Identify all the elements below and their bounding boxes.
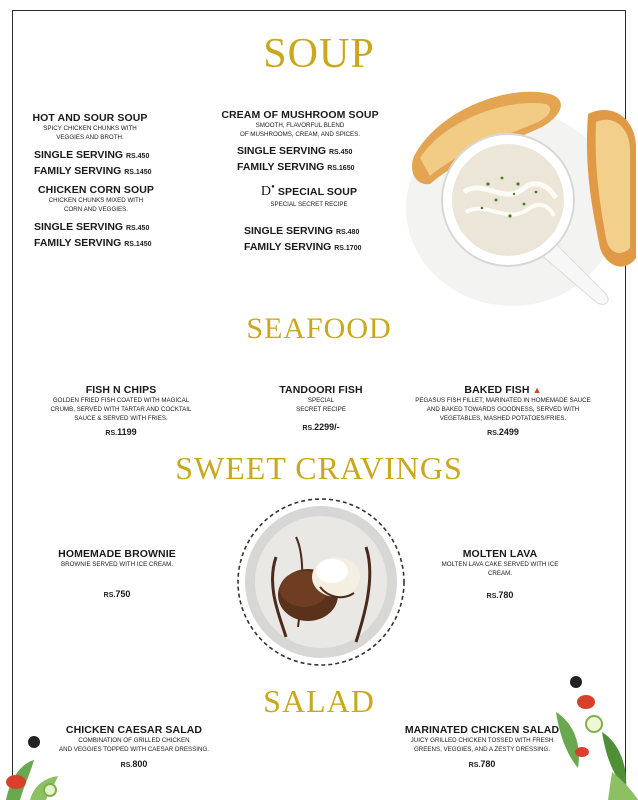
currency-label: RS. xyxy=(302,425,315,432)
item-name: CREAM OF MUSHROOM SOUP xyxy=(221,109,379,121)
price-value: 780 xyxy=(480,759,496,769)
price-value: 2499 xyxy=(498,427,519,437)
d-logo-icon: D xyxy=(260,184,272,199)
molten-lava xyxy=(428,548,572,600)
item-desc-line: COMBINATION OF GRILLED CHICKEN xyxy=(78,737,190,744)
item-desc-line: CORN AND VEGGIES. xyxy=(64,206,128,213)
item-desc-line: AND BAKED TOWARDS GOODNESS, SERVED WITH xyxy=(426,406,580,413)
item-desc-line: BROWNIE SERVED WITH ICE CREAM. xyxy=(61,561,173,568)
cream-of-mushroom-soup xyxy=(214,109,386,139)
item-desc-line: SPICY CHICKEN CHUNKS WITH xyxy=(43,125,137,132)
serving-price: RS.450 xyxy=(126,225,150,232)
item-desc-line: SMOOTH, FLAVORFUL BLEND xyxy=(255,122,345,129)
item-desc-line: SPECIAL SECRET RECIPE xyxy=(270,201,348,208)
price-value: 780 xyxy=(498,590,514,600)
serving-label: SINGLE SERVING xyxy=(34,221,126,233)
soup-bowl-image xyxy=(400,88,636,320)
item-price xyxy=(46,759,222,769)
family-serving xyxy=(34,236,152,252)
single-serving xyxy=(237,144,355,160)
fish-n-chips xyxy=(32,384,210,437)
item-desc-line: GOLDEN FRIED FISH COATED WITH MAGICAL xyxy=(52,397,190,404)
currency-label: RS. xyxy=(468,762,481,769)
serving-label: FAMILY SERVING xyxy=(34,165,125,177)
price-value: 800 xyxy=(132,759,148,769)
serving-label: FAMILY SERVING xyxy=(34,237,125,249)
single-serving xyxy=(244,224,362,240)
serving-price: RS.1450 xyxy=(124,169,152,176)
baked-fish xyxy=(402,384,604,437)
item-desc-line: SPECIAL xyxy=(307,397,335,404)
vegetables-decoration-right xyxy=(552,672,638,800)
special-soup-name: SPECIAL SOUP xyxy=(277,186,358,198)
sweet-cravings-heading: SWEET CRAVINGS xyxy=(175,450,463,486)
brownie-plate-image xyxy=(236,497,406,667)
special-prices xyxy=(244,224,362,256)
item-price xyxy=(46,589,188,599)
mushroom-prices xyxy=(237,144,355,176)
item-desc-line: JUICY GRILLED CHICKEN TOSSED WITH FRESH xyxy=(410,737,554,744)
baked-fish-name: BAKED FISH xyxy=(464,384,530,396)
hot-and-sour-soup xyxy=(26,112,154,142)
price-value: 1199 xyxy=(117,427,137,437)
item-name: FISH N CHIPS xyxy=(85,384,157,396)
serving-label: FAMILY SERVING xyxy=(244,241,335,253)
chili-icon: ▲ xyxy=(532,385,542,395)
item-desc-line: VEGGIES AND BROTH. xyxy=(56,134,124,141)
item-desc-line: OF MUSHROOMS, CREAM, AND SPICES. xyxy=(240,131,360,138)
family-serving xyxy=(244,240,362,256)
item-name: MOLTEN LAVA xyxy=(462,548,538,560)
chicken-corn-prices xyxy=(34,220,152,252)
serving-price: RS.450 xyxy=(126,153,150,160)
item-name: CHICKEN CORN SOUP xyxy=(37,184,155,196)
item-name: MARINATED CHICKEN SALAD xyxy=(404,724,560,736)
item-price xyxy=(396,759,568,769)
item-desc-line: CHICKEN CHUNKS MIXED WITH xyxy=(48,197,144,204)
item-name xyxy=(402,384,604,396)
salad-heading: SALAD xyxy=(263,683,375,719)
serving-label: SINGLE SERVING xyxy=(244,225,336,237)
item-desc-line: SECRET RECIPE xyxy=(296,406,346,413)
currency-label: RS. xyxy=(103,592,116,599)
item-desc-line: VEGETABLES, MASHED POTATOES/FRIES. xyxy=(439,415,567,422)
item-desc-line: CREAM. xyxy=(487,570,513,577)
family-serving xyxy=(237,160,355,176)
seafood-heading: SEAFOOD xyxy=(246,312,392,345)
marinated-chicken-salad xyxy=(396,724,568,769)
item-name: CHICKEN CAESAR SALAD xyxy=(65,724,203,736)
item-price xyxy=(256,422,386,432)
serving-price: RS.1650 xyxy=(327,165,355,172)
currency-label: RS. xyxy=(487,430,499,437)
serving-price: RS.1450 xyxy=(124,241,152,248)
currency-label: RS. xyxy=(120,762,133,769)
item-name xyxy=(244,184,374,200)
item-name: HOT AND SOUR SOUP xyxy=(32,112,148,124)
single-serving xyxy=(34,220,152,236)
item-desc-line: PEGASUS FISH FILLET, MARINATED IN HOMEMADE SAUCE xyxy=(415,397,591,404)
item-desc-line: CRUMB, SERVED WITH TARTAR AND COCKTAIL xyxy=(50,406,192,413)
item-desc-line: GREENS, VEGGIES, AND A ZESTY DRESSING. xyxy=(413,746,551,753)
homemade-brownie xyxy=(46,548,188,599)
item-desc-line: SAUCE & SERVED WITH FRIES. xyxy=(74,415,168,422)
hot-and-sour-prices xyxy=(34,148,152,180)
currency-label: RS. xyxy=(486,593,499,600)
special-soup xyxy=(244,184,374,209)
serving-label: FAMILY SERVING xyxy=(237,161,328,173)
tandoori-fish xyxy=(256,384,386,432)
serving-label: SINGLE SERVING xyxy=(237,145,329,157)
item-price xyxy=(402,427,604,437)
serving-price: RS.480 xyxy=(336,229,360,236)
price-value: 2299/- xyxy=(314,422,340,432)
item-desc-line: MOLTEN LAVA CAKE SERVED WITH ICE xyxy=(441,561,559,568)
currency-label: RS. xyxy=(105,430,118,437)
family-serving xyxy=(34,164,152,180)
soup-heading: SOUP xyxy=(263,31,375,77)
item-name: HOMEMADE BROWNIE xyxy=(58,548,176,560)
serving-price: RS.1700 xyxy=(334,245,362,252)
item-name: TANDOORI FISH xyxy=(279,384,363,396)
single-serving xyxy=(34,148,152,164)
vegetables-decoration-left xyxy=(0,720,70,800)
serving-label: SINGLE SERVING xyxy=(34,149,126,161)
item-price xyxy=(428,590,572,600)
price-value: 750 xyxy=(115,589,131,599)
serving-price: RS.450 xyxy=(329,149,353,156)
logo-mark-icon: ● xyxy=(271,184,275,190)
chicken-caesar-salad xyxy=(46,724,222,769)
chicken-corn-soup xyxy=(26,184,166,214)
item-desc-line: AND VEGGIES TOPPED WITH CAESAR DRESSING. xyxy=(58,746,210,753)
item-price xyxy=(32,427,210,437)
